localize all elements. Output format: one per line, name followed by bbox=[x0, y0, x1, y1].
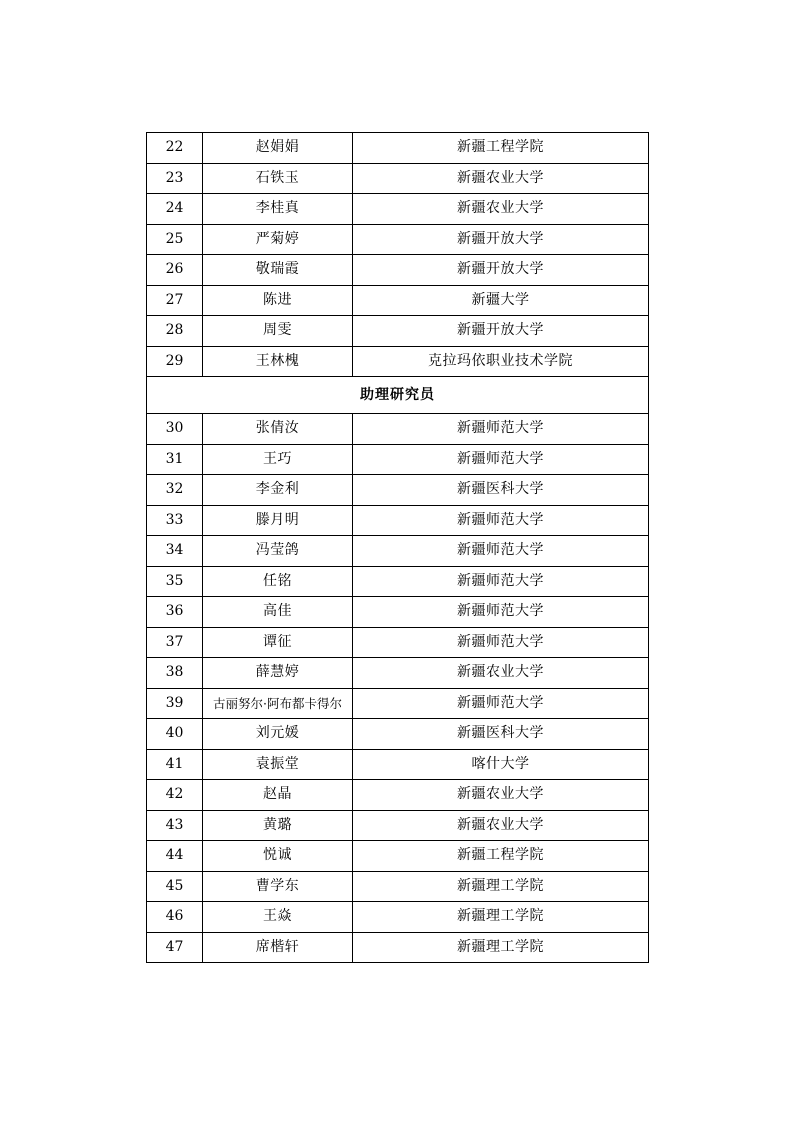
cell-person-name: 王巧 bbox=[203, 444, 353, 475]
cell-organization: 喀什大学 bbox=[353, 749, 649, 780]
cell-serial-number: 37 bbox=[147, 627, 203, 658]
cell-serial-number: 29 bbox=[147, 346, 203, 377]
cell-serial-number: 23 bbox=[147, 163, 203, 194]
cell-serial-number: 39 bbox=[147, 688, 203, 719]
table-section-row bbox=[147, 377, 649, 414]
cell-serial-number: 47 bbox=[147, 932, 203, 963]
table-row bbox=[147, 505, 649, 536]
table-row bbox=[147, 346, 649, 377]
personnel-table bbox=[146, 132, 649, 963]
cell-person-name: 薛慧婷 bbox=[203, 658, 353, 689]
cell-person-name: 赵晶 bbox=[203, 780, 353, 811]
cell-organization: 新疆工程学院 bbox=[353, 133, 649, 164]
table-row bbox=[147, 932, 649, 963]
cell-organization: 新疆师范大学 bbox=[353, 505, 649, 536]
cell-organization: 新疆农业大学 bbox=[353, 810, 649, 841]
table-row bbox=[147, 163, 649, 194]
cell-organization: 新疆师范大学 bbox=[353, 414, 649, 445]
cell-organization: 新疆理工学院 bbox=[353, 932, 649, 963]
cell-person-name: 赵娟娟 bbox=[203, 133, 353, 164]
cell-organization: 新疆师范大学 bbox=[353, 566, 649, 597]
cell-person-name: 高佳 bbox=[203, 597, 353, 628]
cell-person-name: 古丽努尔·阿布都卡得尔 bbox=[203, 688, 353, 719]
cell-organization: 新疆师范大学 bbox=[353, 597, 649, 628]
cell-serial-number: 24 bbox=[147, 194, 203, 225]
cell-person-name: 席楷轩 bbox=[203, 932, 353, 963]
cell-person-name: 陈进 bbox=[203, 285, 353, 316]
cell-organization: 新疆开放大学 bbox=[353, 224, 649, 255]
table-row bbox=[147, 194, 649, 225]
table-row bbox=[147, 841, 649, 872]
table-row bbox=[147, 444, 649, 475]
cell-person-name: 李桂真 bbox=[203, 194, 353, 225]
cell-organization: 新疆大学 bbox=[353, 285, 649, 316]
table-row bbox=[147, 316, 649, 347]
cell-serial-number: 25 bbox=[147, 224, 203, 255]
cell-serial-number: 30 bbox=[147, 414, 203, 445]
cell-serial-number: 32 bbox=[147, 475, 203, 506]
cell-organization: 新疆开放大学 bbox=[353, 255, 649, 286]
cell-serial-number: 38 bbox=[147, 658, 203, 689]
table-row bbox=[147, 627, 649, 658]
cell-person-name: 李金利 bbox=[203, 475, 353, 506]
cell-person-name: 周雯 bbox=[203, 316, 353, 347]
cell-person-name: 谭征 bbox=[203, 627, 353, 658]
table-row bbox=[147, 719, 649, 750]
cell-organization: 新疆农业大学 bbox=[353, 163, 649, 194]
table-row bbox=[147, 255, 649, 286]
cell-organization: 新疆师范大学 bbox=[353, 444, 649, 475]
cell-serial-number: 28 bbox=[147, 316, 203, 347]
personnel-table-container bbox=[146, 132, 648, 963]
cell-organization: 新疆师范大学 bbox=[353, 627, 649, 658]
cell-serial-number: 33 bbox=[147, 505, 203, 536]
cell-person-name: 石铁玉 bbox=[203, 163, 353, 194]
cell-person-name: 滕月明 bbox=[203, 505, 353, 536]
table-row bbox=[147, 597, 649, 628]
cell-serial-number: 34 bbox=[147, 536, 203, 567]
cell-serial-number: 27 bbox=[147, 285, 203, 316]
cell-serial-number: 43 bbox=[147, 810, 203, 841]
cell-serial-number: 26 bbox=[147, 255, 203, 286]
cell-person-name: 曹学东 bbox=[203, 871, 353, 902]
cell-serial-number: 44 bbox=[147, 841, 203, 872]
cell-organization: 新疆医科大学 bbox=[353, 719, 649, 750]
cell-organization: 新疆开放大学 bbox=[353, 316, 649, 347]
cell-organization: 新疆医科大学 bbox=[353, 475, 649, 506]
cell-person-name: 王林槐 bbox=[203, 346, 353, 377]
cell-serial-number: 35 bbox=[147, 566, 203, 597]
cell-serial-number: 42 bbox=[147, 780, 203, 811]
table-row bbox=[147, 810, 649, 841]
cell-organization: 新疆农业大学 bbox=[353, 194, 649, 225]
cell-organization: 新疆师范大学 bbox=[353, 536, 649, 567]
cell-serial-number: 31 bbox=[147, 444, 203, 475]
cell-serial-number: 45 bbox=[147, 871, 203, 902]
cell-person-name: 任铭 bbox=[203, 566, 353, 597]
table-row bbox=[147, 871, 649, 902]
cell-serial-number: 40 bbox=[147, 719, 203, 750]
table-row bbox=[147, 688, 649, 719]
personnel-table-body bbox=[147, 133, 649, 963]
table-row bbox=[147, 780, 649, 811]
cell-person-name: 袁振堂 bbox=[203, 749, 353, 780]
cell-organization: 新疆师范大学 bbox=[353, 688, 649, 719]
section-title: 助理研究员 bbox=[147, 377, 649, 414]
cell-organization: 新疆农业大学 bbox=[353, 780, 649, 811]
table-row bbox=[147, 902, 649, 933]
cell-organization: 新疆农业大学 bbox=[353, 658, 649, 689]
table-row bbox=[147, 133, 649, 164]
cell-person-name: 冯莹鸽 bbox=[203, 536, 353, 567]
table-row bbox=[147, 224, 649, 255]
table-row bbox=[147, 536, 649, 567]
table-row bbox=[147, 749, 649, 780]
table-row bbox=[147, 566, 649, 597]
table-row bbox=[147, 658, 649, 689]
cell-serial-number: 41 bbox=[147, 749, 203, 780]
cell-person-name: 张倩汝 bbox=[203, 414, 353, 445]
cell-person-name: 黄璐 bbox=[203, 810, 353, 841]
cell-organization: 新疆理工学院 bbox=[353, 871, 649, 902]
cell-person-name: 刘元媛 bbox=[203, 719, 353, 750]
cell-person-name: 悦诚 bbox=[203, 841, 353, 872]
table-row bbox=[147, 414, 649, 445]
table-row bbox=[147, 475, 649, 506]
table-row bbox=[147, 285, 649, 316]
cell-serial-number: 22 bbox=[147, 133, 203, 164]
cell-organization: 新疆理工学院 bbox=[353, 902, 649, 933]
cell-organization: 克拉玛依职业技术学院 bbox=[353, 346, 649, 377]
cell-person-name: 敬瑞霞 bbox=[203, 255, 353, 286]
cell-serial-number: 46 bbox=[147, 902, 203, 933]
cell-organization: 新疆工程学院 bbox=[353, 841, 649, 872]
cell-serial-number: 36 bbox=[147, 597, 203, 628]
cell-person-name: 严菊婷 bbox=[203, 224, 353, 255]
cell-person-name: 王焱 bbox=[203, 902, 353, 933]
